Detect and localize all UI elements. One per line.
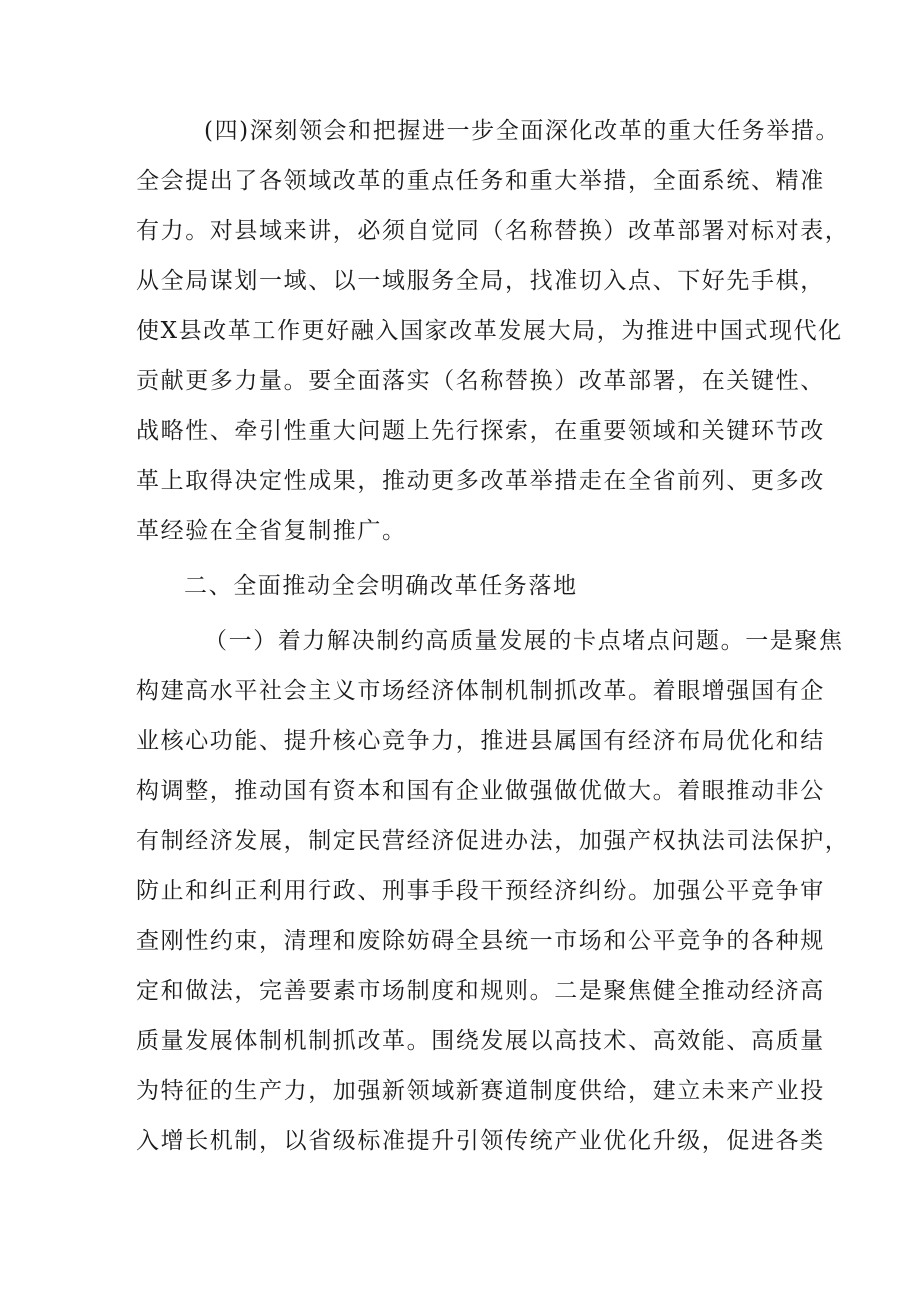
section-heading: 二、全面推动全会明确改革任务落地 (184, 573, 578, 599)
paragraph-line: 有力。对县域来讲，必须自觉同（名称替换）改革部署对标对表， (136, 218, 850, 244)
paragraph-line: 构调整，推动国有资本和国有企业做强做优做大。着眼推动非公 (136, 778, 825, 804)
paragraph-line: 使X县改革工作更好融入国家改革发展大局，为推进中国式现代化 (136, 318, 843, 344)
paragraph-line: 质量发展体制机制抓改革。围绕发展以高技术、高效能、高质量 (136, 1028, 825, 1054)
paragraph-line: 入增长机制，以省级标准提升引领传统产业优化升级，促进各类 (136, 1128, 825, 1154)
paragraph-line: 贡献更多力量。要全面落实（名称替换）改革部署，在关键性、 (136, 368, 825, 394)
paragraph-line: （一）着力解决制约高质量发展的卡点堵点问题。一是聚焦 (204, 628, 844, 654)
paragraph-line: (四)深刻领会和把握进一步全面深化改革的重大任务举措。 (204, 118, 841, 144)
paragraph-line: 革上取得决定性成果，推动更多改革举措走在全省前列、更多改 (136, 468, 825, 494)
paragraph-line: 革经验在全省复制推广。 (136, 518, 407, 544)
paragraph-line: 业核心功能、提升核心竞争力，推进县属国有经济布局优化和结 (136, 728, 825, 754)
paragraph-line: 全会提出了各领域改革的重点任务和重大举措，全面系统、精准 (136, 168, 825, 194)
paragraph-line: 防止和纠正利用行政、刑事手段干预经济纠纷。加强公平竞争审 (136, 878, 825, 904)
paragraph-line: 为特征的生产力，加强新领域新赛道制度供给，建立未来产业投 (136, 1078, 825, 1104)
paragraph-line: 战略性、牵引性重大问题上先行探索，在重要领域和关键环节改 (136, 418, 825, 444)
paragraph-line: 查刚性约束，清理和废除妨碍全县统一市场和公平竞争的各种规 (136, 928, 825, 954)
paragraph-line: 有制经济发展，制定民营经济促进办法，加强产权执法司法保护， (136, 828, 850, 854)
paragraph-line: 定和做法，完善要素市场制度和规则。二是聚焦健全推动经济高 (136, 978, 825, 1004)
paragraph-line: 构建高水平社会主义市场经济体制机制抓改革。着眼增强国有企 (136, 678, 825, 704)
paragraph-line: 从全局谋划一域、以一域服务全局，找准切入点、下好先手棋， (136, 268, 825, 294)
